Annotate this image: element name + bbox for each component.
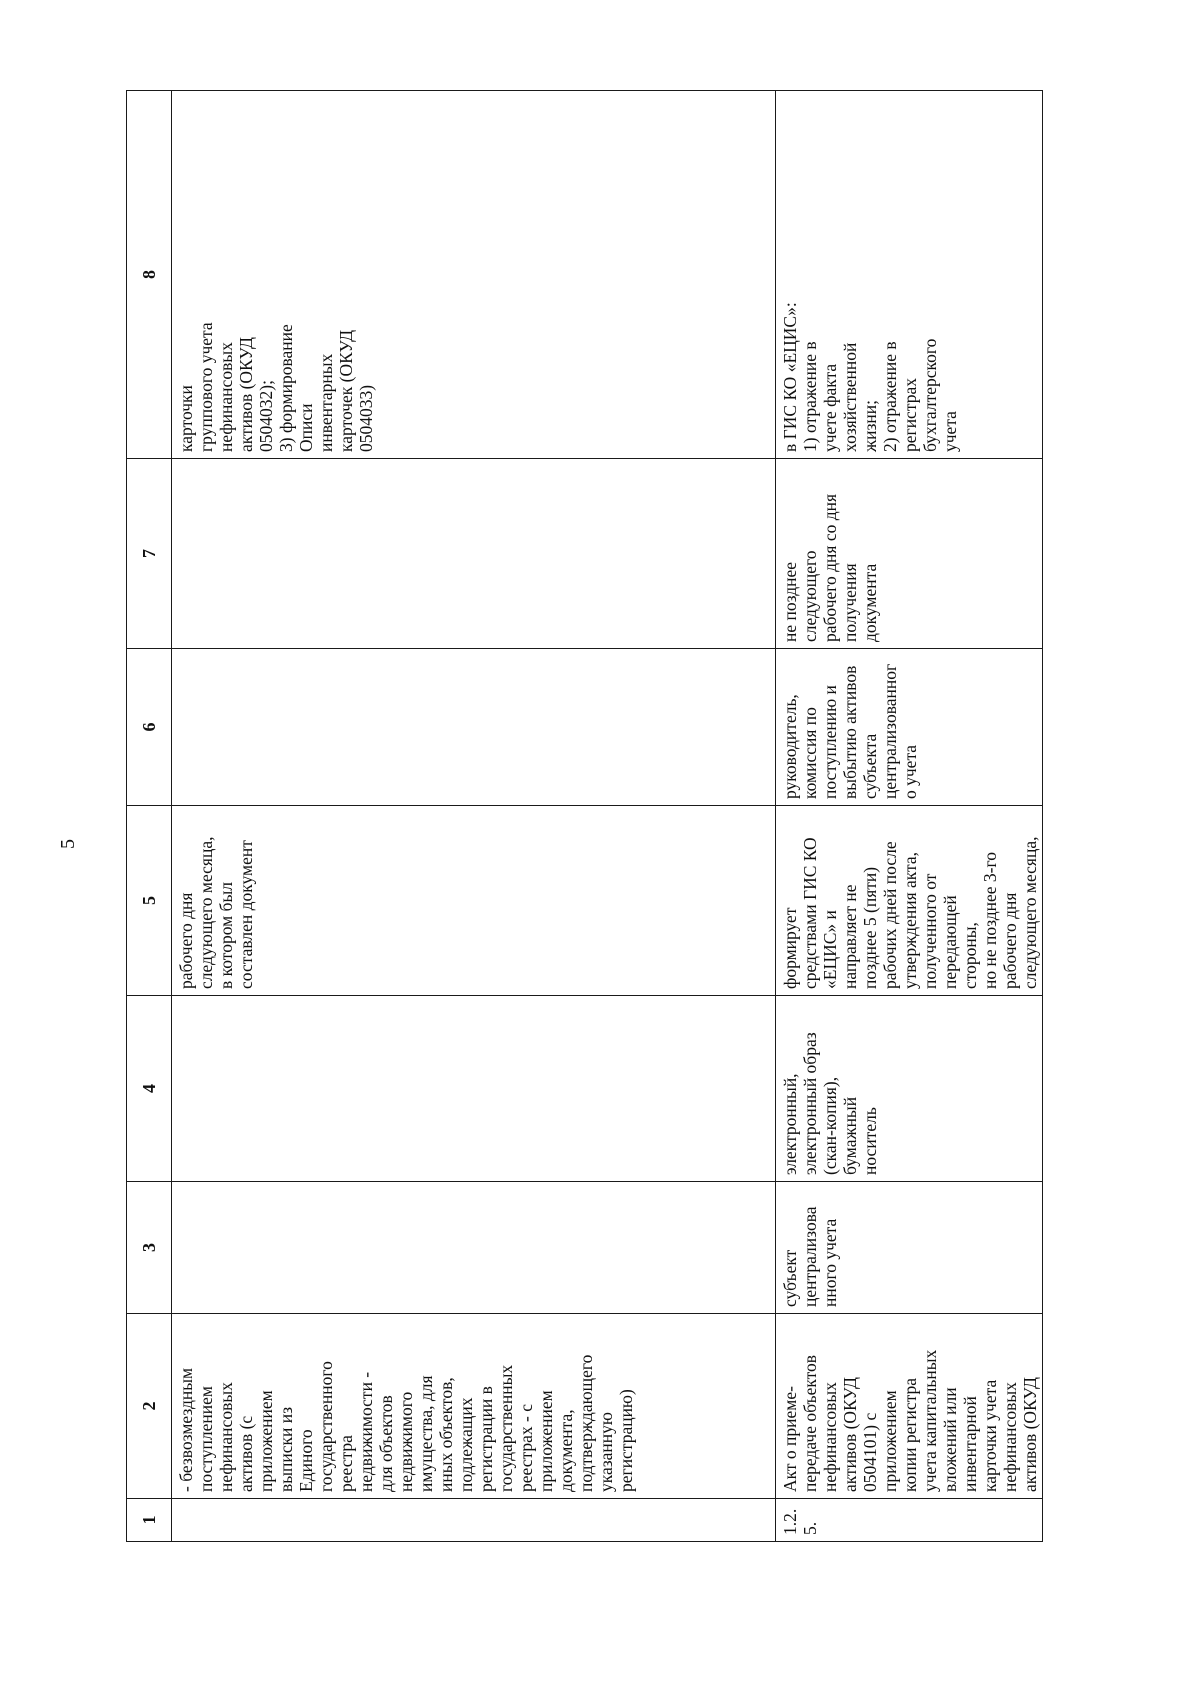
column-number: 4: [127, 996, 172, 1182]
processing-deadline-cell: не позднее следующего рабочего дня со дня получения документа: [776, 459, 1043, 649]
deadline-cell: рабочего дня следующего месяца, в котором был составлен документ: [172, 806, 776, 996]
document-table: [126, 90, 1043, 1542]
page-number: 5: [57, 839, 79, 849]
format-cell: [172, 996, 776, 1182]
row-number-cell: 1.2.5.: [776, 1499, 1043, 1542]
actions-cell: в ГИС КО «ЕЦИС»: 1) отражение в учете факта хозяйственной жизни; 2) отражение в регистрах бухгалтерского учета: [776, 91, 1043, 459]
column-number: 1: [127, 1499, 172, 1542]
recipient-cell: руководитель, комиссия по поступлению и выбытию активов субъекта централизованног о учета: [776, 649, 1043, 806]
column-number-row: [127, 91, 172, 1542]
processing-deadline-cell: [172, 459, 776, 649]
originator-cell: [172, 1182, 776, 1314]
table-row: [172, 91, 776, 1542]
deadline-cell: формирует средствами ГИС КО «ЕЦИС» и направляет не позднее 5 (пяти) рабочих дней после утверждения акта, полученного от передающей стороны, но не позднее 3-го рабочего дня следующего месяца,: [776, 806, 1043, 996]
column-number: 8: [127, 91, 172, 459]
actions-cell: карточки группового учета нефинансовых активов (ОКУД 0504032); 3) формирование Описи инвентарных карточек (ОКУД 0504033): [172, 91, 776, 459]
rotated-table-sheet: [126, 91, 1040, 1542]
column-number: 5: [127, 806, 172, 996]
format-cell: электронный, электронный образ (скан-копия), бумажный носитель: [776, 996, 1043, 1182]
column-number: 7: [127, 459, 172, 649]
column-number: 2: [127, 1314, 172, 1499]
table-row: [776, 91, 1043, 1542]
recipient-cell: [172, 649, 776, 806]
document-name-cell: Акт о приеме- передаче объектов нефинансовых активов (ОКУД 0504101) с приложением копии регистра учета капитальных вложений или инвентарной карточки учета нефинансовых активов (ОКУД: [776, 1314, 1043, 1499]
column-number: 6: [127, 649, 172, 806]
column-number: 3: [127, 1182, 172, 1314]
row-number-cell: [172, 1499, 776, 1542]
document-name-cell: - безвозмездным поступлением нефинансовых активов (с приложением выписки из Единого государственного реестра недвижимости - для объектов недвижимого имущества, для иных объектов, подлежащих регистрации в государственных реестрах - с приложением документа, подтверждающего указанную регистрацию): [172, 1314, 776, 1499]
originator-cell: субъект централизова нного учета: [776, 1182, 1043, 1314]
